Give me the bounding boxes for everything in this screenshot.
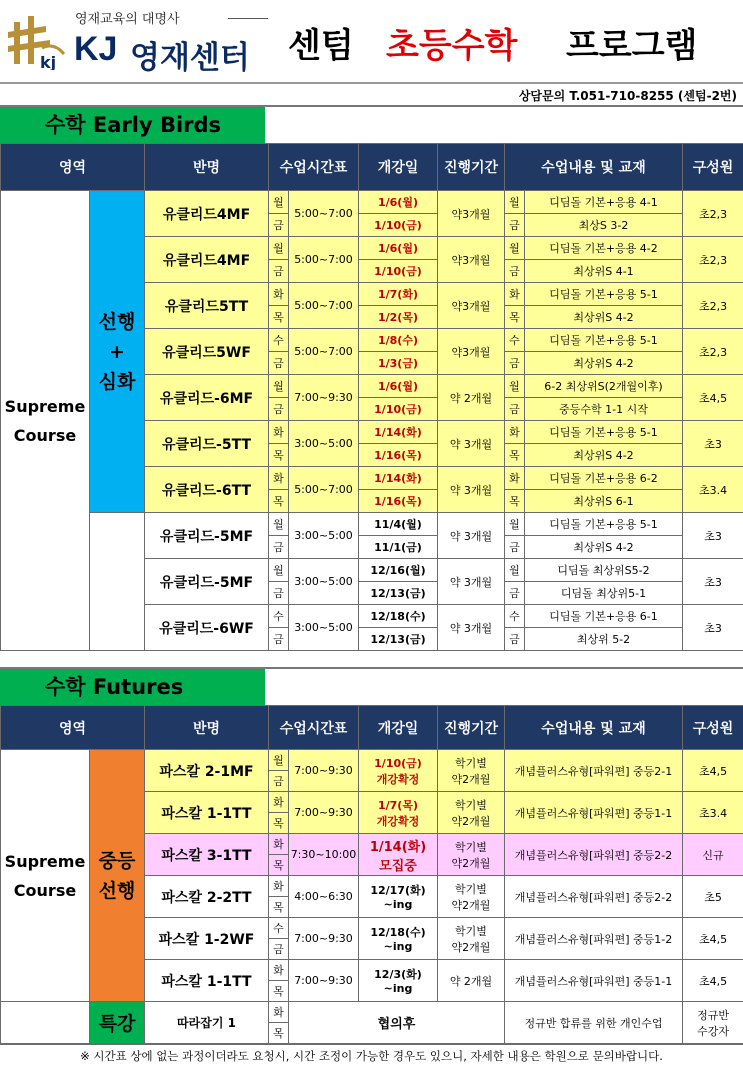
content-text: 개념플러스유형[파워편] 중등1-2 xyxy=(505,918,683,960)
footer-note: ※ 시간표 상에 없는 과정이더라도 요청시, 시간 조정이 가능한 경우도 있으니, 자세한 내용은 학원으로 문의바랍니다. xyxy=(0,1044,743,1071)
members: 초4,5 xyxy=(683,750,743,792)
start-date-value: 1/7(목) xyxy=(377,798,418,812)
class-time: 5:00~7:00 xyxy=(289,329,359,375)
class-day: 목 xyxy=(269,306,289,329)
class-time: 7:00~9:30 xyxy=(289,375,359,421)
content-text: 개념플러스유형[파워편] 중등2-2 xyxy=(505,876,683,918)
contact-info: 상담문의 T.051-710-8255 (센텀-2번) xyxy=(518,89,737,103)
duration xyxy=(438,792,505,834)
class-name: 유클리드5TT xyxy=(145,283,269,329)
members: 초2,3 xyxy=(683,237,743,283)
group-label-line2: + xyxy=(109,340,125,363)
class-day: 수 xyxy=(269,918,289,939)
content-day: 금 xyxy=(505,214,525,237)
start-date: 1/16(목) xyxy=(359,490,438,513)
class-time: 7:30~10:00 xyxy=(289,834,359,876)
class-name: 유클리드-5TT xyxy=(145,421,269,467)
content-text: 최상위S 4-2 xyxy=(525,352,683,375)
duration-line2: 약2개월 xyxy=(451,772,491,786)
start-date xyxy=(359,876,438,918)
duration xyxy=(438,834,505,876)
header-timetable: 수업시간표 xyxy=(269,144,359,191)
content-day: 화 xyxy=(505,421,525,444)
area-label-line2: Course xyxy=(13,425,77,445)
duration: 약 3개월 xyxy=(438,421,505,467)
class-time: 7:00~9:30 xyxy=(289,792,359,834)
class-time: 5:00~7:00 xyxy=(289,191,359,237)
content-day: 목 xyxy=(505,490,525,513)
members: 초4,5 xyxy=(683,918,743,960)
class-day: 월 xyxy=(269,750,289,771)
page-title-part2: 초등수학 xyxy=(386,26,518,66)
start-date-status: 개강확정 xyxy=(376,772,420,786)
class-time: 3:00~5:00 xyxy=(289,559,359,605)
duration-line1: 학기별 xyxy=(455,840,487,854)
class-time: 3:00~5:00 xyxy=(289,513,359,559)
class-day: 목 xyxy=(269,444,289,467)
header-duration: 진행기간 xyxy=(438,706,505,750)
class-time: 3:00~5:00 xyxy=(289,421,359,467)
class-day: 금 xyxy=(269,352,289,375)
group-label-line3: 심화 xyxy=(98,370,136,393)
members: 초5 xyxy=(683,876,743,918)
class-day: 화 xyxy=(269,283,289,306)
content-text: 디딤돌 기본+응용 6-2 xyxy=(525,467,683,490)
class-day: 월 xyxy=(269,375,289,398)
content-day: 수 xyxy=(505,605,525,628)
members-line2: 수강자 xyxy=(697,1024,729,1038)
class-day: 월 xyxy=(269,513,289,536)
class-name: 파스칼 1-1TT xyxy=(145,960,269,1002)
duration-line1: 학기별 xyxy=(455,882,487,896)
class-time: 5:00~7:00 xyxy=(289,283,359,329)
content-text: 디딤돌 최상위S5-2 xyxy=(525,559,683,582)
header-class: 반명 xyxy=(145,144,269,191)
duration: 약 2개월 xyxy=(438,960,505,1002)
class-day: 목 xyxy=(269,813,289,834)
content-text: 개념플러스유형[파워편] 중등2-1 xyxy=(505,750,683,792)
start-date: 11/4(월) xyxy=(359,513,438,536)
members: 초3 xyxy=(683,605,743,651)
class-day: 수 xyxy=(269,605,289,628)
class-day: 목 xyxy=(269,981,289,1002)
class-day: 화 xyxy=(269,960,289,981)
content-text: 중등수학 1-1 시작 xyxy=(525,398,683,421)
group-cell-blank xyxy=(90,513,145,651)
content-text: 최상위S 4-2 xyxy=(525,306,683,329)
content-text: 최상위S 6-1 xyxy=(525,490,683,513)
start-date: 1/10(금) xyxy=(359,214,438,237)
start-date: 12/13(금) xyxy=(359,582,438,605)
class-day: 금 xyxy=(269,260,289,283)
duration xyxy=(438,876,505,918)
start-date: 1/10(금) xyxy=(359,398,438,421)
content-text: 개념플러스유형[파워편] 중등1-1 xyxy=(505,792,683,834)
class-day: 금 xyxy=(269,582,289,605)
page-title-part3: 프로그램 xyxy=(566,26,698,66)
members: 초3 xyxy=(683,559,743,605)
header-area: 영역 xyxy=(1,706,145,750)
class-name: 유클리드-6TT xyxy=(145,467,269,513)
class-time: 3:00~5:00 xyxy=(289,605,359,651)
content-day: 월 xyxy=(505,559,525,582)
start-date xyxy=(359,750,438,792)
start-date: 1/7(화) xyxy=(359,283,438,306)
start-date xyxy=(359,960,438,1002)
header-class: 반명 xyxy=(145,706,269,750)
duration-line2: 약2개월 xyxy=(451,856,491,870)
header-duration: 진행기간 xyxy=(438,144,505,191)
members: 초3 xyxy=(683,421,743,467)
start-date: 1/2(목) xyxy=(359,306,438,329)
class-day: 목 xyxy=(269,855,289,876)
content-day: 월 xyxy=(505,191,525,214)
class-day: 월 xyxy=(269,559,289,582)
class-day: 화 xyxy=(269,792,289,813)
start-date: 1/14(화) xyxy=(359,467,438,490)
divider xyxy=(228,18,268,19)
class-day: 화 xyxy=(269,876,289,897)
header-timetable: 수업시간표 xyxy=(269,706,359,750)
start-date: 1/6(월) xyxy=(359,191,438,214)
table-row xyxy=(1,1002,743,1023)
class-day: 금 xyxy=(269,398,289,421)
header-members: 구성원 xyxy=(683,706,743,750)
members-line1: 정규반 xyxy=(697,1008,729,1022)
class-time: 7:00~9:30 xyxy=(289,918,359,960)
class-time: 5:00~7:00 xyxy=(289,467,359,513)
start-date: 1/10(금) xyxy=(359,260,438,283)
class-day: 목 xyxy=(269,1023,289,1044)
start-date: 1/8(수) xyxy=(359,329,438,352)
duration-line1: 학기별 xyxy=(455,924,487,938)
class-name: 유클리드5WF xyxy=(145,329,269,375)
content-text: 디딤돌 기본+응용 6-1 xyxy=(525,605,683,628)
content-day: 금 xyxy=(505,536,525,559)
content-text: 디딤돌 기본+응용 5-1 xyxy=(525,329,683,352)
content-day: 월 xyxy=(505,375,525,398)
content-day: 화 xyxy=(505,467,525,490)
duration-line1: 학기별 xyxy=(455,798,487,812)
content-day: 금 xyxy=(505,628,525,651)
area-label-line1: Supreme xyxy=(4,396,86,416)
members: 신규 xyxy=(683,834,743,876)
class-name: 파스칼 1-2WF xyxy=(145,918,269,960)
group-cell xyxy=(90,191,145,513)
table-row xyxy=(1,750,743,771)
duration: 약 2개월 xyxy=(438,375,505,421)
header-divider xyxy=(0,82,743,84)
class-time: 7:00~9:30 xyxy=(289,750,359,792)
logo-icon xyxy=(6,12,70,70)
class-day: 금 xyxy=(269,536,289,559)
start-date: 12/13(금) xyxy=(359,628,438,651)
class-name: 파스칼 2-2TT xyxy=(145,876,269,918)
duration: 약 3개월 xyxy=(438,559,505,605)
start-date-status: ~ing xyxy=(383,898,413,911)
class-time: 5:00~7:00 xyxy=(289,237,359,283)
start-date: 12/18(수) xyxy=(359,605,438,628)
class-name: 유클리드-5MF xyxy=(145,559,269,605)
brand-name: 영재센터 xyxy=(130,40,250,76)
start-date: 1/6(월) xyxy=(359,237,438,260)
header-content: 수업내용 및 교재 xyxy=(505,144,683,191)
area-label-line2: Course xyxy=(13,880,77,900)
group-label-line2: 선행 xyxy=(98,879,136,902)
special-content: 정규반 합류를 위한 개인수업 xyxy=(505,1002,683,1044)
content-text: 6-2 최상위S(2개월이후) xyxy=(525,375,683,398)
duration: 약 3개월 xyxy=(438,605,505,651)
members: 초2,3 xyxy=(683,283,743,329)
members: 초4,5 xyxy=(683,960,743,1002)
class-day: 목 xyxy=(269,897,289,918)
start-date-status: ~ing xyxy=(383,982,413,995)
section-title-early-birds: 수학 Early Birds xyxy=(0,107,265,143)
duration: 약3개월 xyxy=(438,191,505,237)
start-date: 1/14(화) xyxy=(359,421,438,444)
members: 초2,3 xyxy=(683,329,743,375)
class-day: 수 xyxy=(269,329,289,352)
area-cell-blank xyxy=(1,1002,90,1044)
content-text: 최상위 5-2 xyxy=(525,628,683,651)
early-birds-table xyxy=(0,143,743,651)
members: 초3.4 xyxy=(683,467,743,513)
start-date xyxy=(359,918,438,960)
duration xyxy=(438,750,505,792)
members: 초2,3 xyxy=(683,191,743,237)
futures-table xyxy=(0,705,743,1044)
content-day: 수 xyxy=(505,329,525,352)
content-text: 개념플러스유형[파워편] 중등2-2 xyxy=(505,834,683,876)
start-date-value: 1/14(화) xyxy=(369,839,427,855)
content-day: 화 xyxy=(505,283,525,306)
class-day: 월 xyxy=(269,191,289,214)
content-text: 디딤돌 기본+응용 4-1 xyxy=(525,191,683,214)
content-text: 디딤돌 기본+응용 4-2 xyxy=(525,237,683,260)
members: 초3 xyxy=(683,513,743,559)
content-text: 최상위S 4-2 xyxy=(525,444,683,467)
brand-kj: KJ xyxy=(74,30,118,68)
section-title-futures: 수학 Futures xyxy=(0,669,265,705)
class-day: 화 xyxy=(269,1002,289,1023)
header-start-date: 개강일 xyxy=(359,144,438,191)
content-text: 최상S 3-2 xyxy=(525,214,683,237)
header-content: 수업내용 및 교재 xyxy=(505,706,683,750)
content-text: 디딤돌 기본+응용 5-1 xyxy=(525,513,683,536)
content-text: 최상위S 4-1 xyxy=(525,260,683,283)
class-day: 목 xyxy=(269,490,289,513)
start-date xyxy=(359,792,438,834)
header-members: 구성원 xyxy=(683,144,743,191)
group-label-line1: 중등 xyxy=(98,849,136,872)
start-date-status: 모집중 xyxy=(379,858,417,874)
special-class-name: 따라잡기 1 xyxy=(145,1002,269,1044)
table-row xyxy=(1,513,743,536)
special-group-cell: 특강 xyxy=(90,1002,145,1044)
area-label-line1: Supreme xyxy=(4,851,86,871)
duration: 약 3개월 xyxy=(438,513,505,559)
class-day: 월 xyxy=(269,237,289,260)
content-day: 월 xyxy=(505,237,525,260)
class-name: 유클리드4MF xyxy=(145,191,269,237)
start-date xyxy=(359,834,438,876)
class-day: 금 xyxy=(269,771,289,792)
duration: 약3개월 xyxy=(438,237,505,283)
start-date: 12/16(월) xyxy=(359,559,438,582)
members: 초4,5 xyxy=(683,375,743,421)
header-start-date: 개강일 xyxy=(359,706,438,750)
class-name: 파스칼 1-1TT xyxy=(145,792,269,834)
special-schedule: 협의후 xyxy=(289,1002,505,1044)
duration: 약3개월 xyxy=(438,283,505,329)
start-date: 1/6(월) xyxy=(359,375,438,398)
content-day: 금 xyxy=(505,398,525,421)
start-date-value: 12/3(화) xyxy=(374,968,422,981)
start-date: 11/1(금) xyxy=(359,536,438,559)
duration: 약 3개월 xyxy=(438,467,505,513)
class-name: 유클리드-6WF xyxy=(145,605,269,651)
start-date-value: 12/17(화) xyxy=(370,884,426,897)
class-day: 화 xyxy=(269,421,289,444)
slogan: 영재교육의 대명사 xyxy=(75,12,180,27)
area-cell xyxy=(1,191,90,651)
special-members xyxy=(683,1002,743,1044)
page-title-part1: 센텀 xyxy=(288,26,354,66)
group-cell xyxy=(90,750,145,1002)
duration-line2: 약2개월 xyxy=(451,898,491,912)
content-day: 월 xyxy=(505,513,525,536)
start-date-status: ~ing xyxy=(383,940,413,953)
page-header xyxy=(0,0,743,82)
start-date-value: 12/18(수) xyxy=(370,926,426,939)
content-day: 목 xyxy=(505,444,525,467)
svg-text:kj: kj xyxy=(40,53,57,70)
members: 초3.4 xyxy=(683,792,743,834)
content-text: 디딤돌 최상위5-1 xyxy=(525,582,683,605)
class-day: 금 xyxy=(269,939,289,960)
content-day: 금 xyxy=(505,352,525,375)
duration-line2: 약2개월 xyxy=(451,814,491,828)
class-day: 금 xyxy=(269,214,289,237)
duration-line2: 약2개월 xyxy=(451,940,491,954)
class-day: 화 xyxy=(269,834,289,855)
class-name: 유클리드4MF xyxy=(145,237,269,283)
content-day: 목 xyxy=(505,306,525,329)
start-date: 1/16(목) xyxy=(359,444,438,467)
class-time: 7:00~9:30 xyxy=(289,960,359,1002)
class-name: 유클리드-5MF xyxy=(145,513,269,559)
class-name: 파스칼 2-1MF xyxy=(145,750,269,792)
content-text: 디딤돌 기본+응용 5-1 xyxy=(525,421,683,444)
start-date-status: 개강확정 xyxy=(376,814,420,828)
class-name: 파스칼 3-1TT xyxy=(145,834,269,876)
duration: 약3개월 xyxy=(438,329,505,375)
class-time: 4:00~6:30 xyxy=(289,876,359,918)
content-text: 최상위S 4-2 xyxy=(525,536,683,559)
table-row xyxy=(1,191,743,214)
content-text: 디딤돌 기본+응용 5-1 xyxy=(525,283,683,306)
content-text: 개념플러스유형[파워편] 중등1-1 xyxy=(505,960,683,1002)
start-date: 1/3(금) xyxy=(359,352,438,375)
content-day: 금 xyxy=(505,582,525,605)
area-cell xyxy=(1,750,90,1002)
start-date-value: 1/10(금) xyxy=(374,756,422,770)
group-label-line1: 선행 xyxy=(98,310,136,333)
class-day: 화 xyxy=(269,467,289,490)
content-day: 금 xyxy=(505,260,525,283)
header-area: 영역 xyxy=(1,144,145,191)
class-name: 유클리드-6MF xyxy=(145,375,269,421)
duration xyxy=(438,918,505,960)
class-day: 금 xyxy=(269,628,289,651)
duration-line1: 학기별 xyxy=(455,756,487,770)
